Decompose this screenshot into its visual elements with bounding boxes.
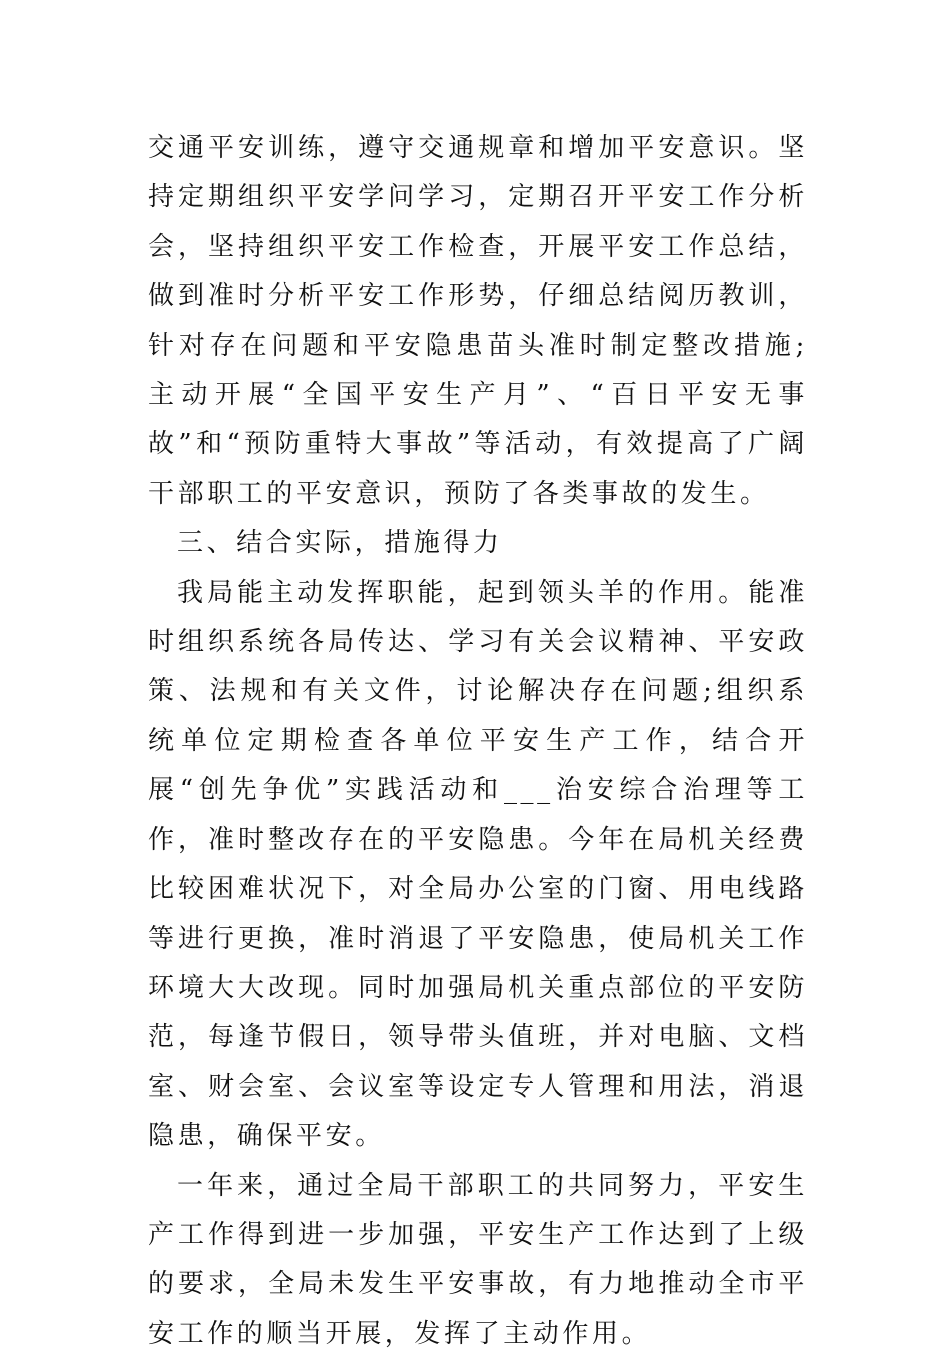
paragraph-continued: 交通平安训练，遵守交通规章和增加平安意识。坚持定期组织平安学问学习，定期召开平安工作分析会，坚持组织平安工作检查，开展平安工作总结，做到准时分析平安工作形势，仔细总结阅历教训，针对存在问题和平安隐患苗头准时制定整改措施;主动开展“全国平安生产月”、“百日平安无事故”和“预防重特大事故”等活动，有效提高了广阔干部职工的平安意识，预防了各类事故的发生。 [148,133,808,509]
section-heading: 三、结合实际，措施得力 [177,528,503,559]
paragraph-measures: 我局能主动发挥职能，起到领头羊的作用。能准时组织系统各局传达、学习有关会议精神、平安政策、法规和有关文件，讨论解决存在问题;组织系统单位定期检查各单位平安生产工作，结合开展“创先争优”实践活动和___治安综合治理等工作，准时整改存在的平安隐患。今年在局机关经费比较困难状况下，对全局办公室的门窗、用电线路等进行更换，准时消退了平安隐患，使局机关工作环境大大改现。同时加强局机关重点部位的平安防范，每逢节假日，领导带头值班，并对电脑、文档室、财会室、会议室等设定专人管理和用法，消退隐患，确保平安。 [148,577,808,1152]
paragraph-conclusion: 一年来，通过全局干部职工的共同努力，平安生产工作得到进一步加强，平安生产工作达到了上级的要求，全局未发生平安事故，有力地推动全市平安工作的顺当开展，发挥了主动作用。 [148,1170,808,1349]
document-body [148,124,808,1359]
